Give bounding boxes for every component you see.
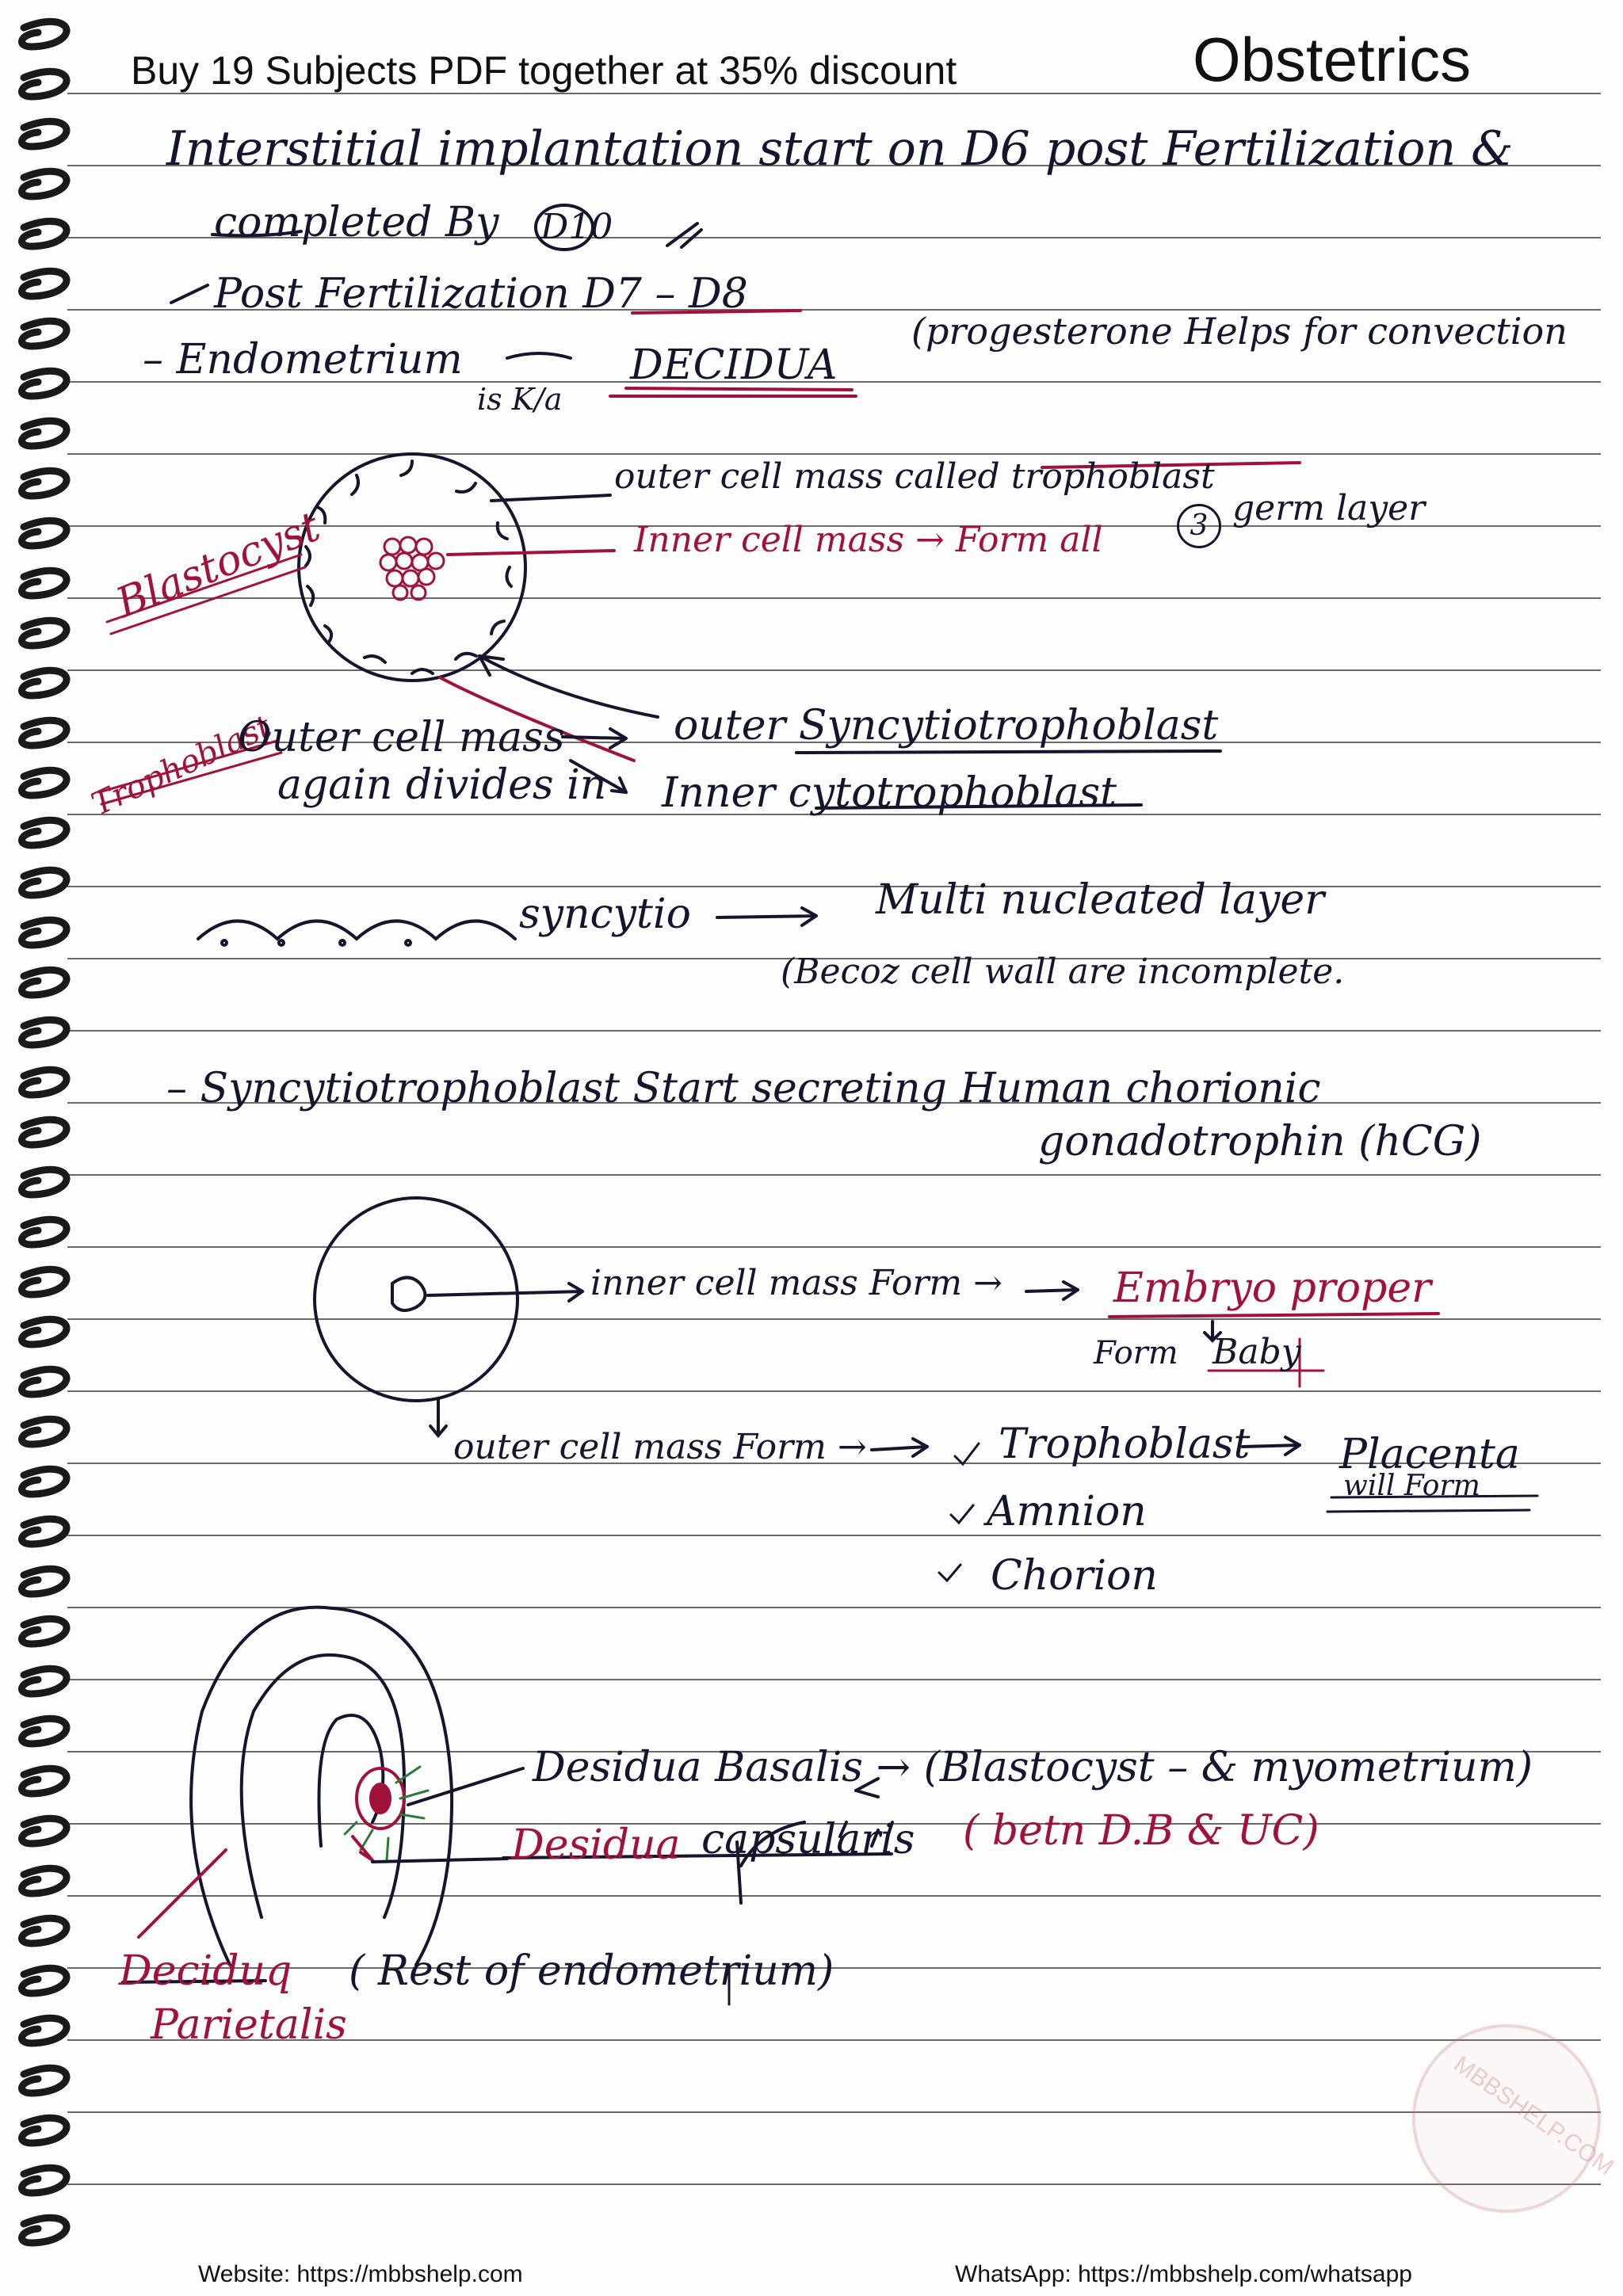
syncytio-reason: (Becoz cell wall are incomplete. xyxy=(781,952,1345,992)
embryo-circle xyxy=(315,1198,517,1401)
trophoblast-outer: outer Syncytiotrophoblast xyxy=(674,702,1219,749)
trophoblast-inner: Inner cytotrophoblast xyxy=(662,769,1117,817)
note-line-1: Interstitial implantation start on D6 post Fertilization & xyxy=(166,121,1514,177)
pointer-outer xyxy=(491,495,610,501)
note-line-4c: DECIDUA xyxy=(630,341,838,389)
syncytio-desc: Multi nucleated layer xyxy=(876,876,1325,924)
baby-label: Baby xyxy=(1212,1332,1301,1372)
will-form-label: will Form xyxy=(1343,1470,1480,1502)
subject-title: Obstetrics xyxy=(1193,25,1472,94)
watermark-text: MBBSHELP.COM xyxy=(1449,2050,1619,2181)
blastocyst-inner-label: Inner cell mass → Form all xyxy=(634,520,1103,560)
note-line-4a: – Endometrium xyxy=(143,336,463,383)
syncytio-label: syncytio xyxy=(519,891,691,938)
blastocyst-inner-label-end: germ layer xyxy=(1232,488,1426,528)
watermark-stamp xyxy=(1412,2024,1619,2213)
inner-mass-blob xyxy=(392,1278,425,1311)
ocm-form-label: outer cell mass Form → xyxy=(453,1427,867,1467)
decidua-capsularis-b: capsularis xyxy=(701,1816,915,1863)
germ-layer-count: 3 xyxy=(1177,504,1221,548)
footer-website[interactable]: Website: https://mbbshelp.com xyxy=(198,2261,523,2287)
trophoblast-item: Trophoblast xyxy=(999,1421,1251,1468)
note-line-3: Post Fertilization D7 – D8 xyxy=(214,270,748,318)
hcg-line-b: gonadotrophin (hCG) xyxy=(1038,1118,1482,1165)
decidua-outer xyxy=(191,1608,452,1965)
form-label: Form xyxy=(1094,1335,1178,1371)
check-mark xyxy=(667,223,701,247)
pointer-inner xyxy=(448,551,614,555)
placenta-item: Placenta xyxy=(1339,1431,1520,1478)
amnion-item: Amnion xyxy=(987,1488,1147,1535)
decidua-capsularis-c: ( betn D.B & UC) xyxy=(963,1807,1319,1855)
decidua-basalis-label: Desidua Basalis → (Blastocyst – & myometrium) xyxy=(533,1744,1533,1791)
note-line-4d: (progesterone Helps for convection xyxy=(911,310,1568,353)
note-line-4b: is K/a xyxy=(477,382,563,417)
blastocyst-side-label: Blastocyst xyxy=(109,502,327,627)
icm-form-label: inner cell mass Form → xyxy=(590,1263,1002,1303)
hcg-line-a: – Syncytiotrophoblast Start secreting Human chorionic xyxy=(166,1065,1321,1112)
promo-banner: Buy 19 Subjects PDF together at 35% discount xyxy=(131,48,957,93)
chorion-item: Chorion xyxy=(991,1552,1158,1600)
trophoblast-line-a: Outer cell mass xyxy=(238,714,565,761)
decidua-parietalis-b: Parietalis xyxy=(151,2001,347,2049)
inner-cell-mass xyxy=(380,537,444,600)
decidua-capsularis-a: Desidua xyxy=(511,1821,681,1869)
note-line-2b: D10 xyxy=(540,207,613,247)
trophoblast-side-label: Trophoblast xyxy=(86,708,277,823)
trophoblast-line-b: again divides in xyxy=(277,761,607,809)
note-line-2a: completed By xyxy=(214,199,499,246)
footer-whatsapp[interactable]: WhatsApp: https://mbbshelp.com/whatsapp xyxy=(955,2261,1412,2287)
blastocyst-circle xyxy=(299,454,525,681)
blastocyst-outer-label: outer cell mass called trophoblast xyxy=(614,456,1215,497)
decidua-parietalis-a: Deciduq xyxy=(119,1947,292,1995)
syncytio-drawing xyxy=(198,921,515,940)
decidua-parietalis-c: ( Rest of endometrium) xyxy=(349,1947,834,1995)
embryo-proper-label: Embryo proper xyxy=(1113,1264,1431,1312)
